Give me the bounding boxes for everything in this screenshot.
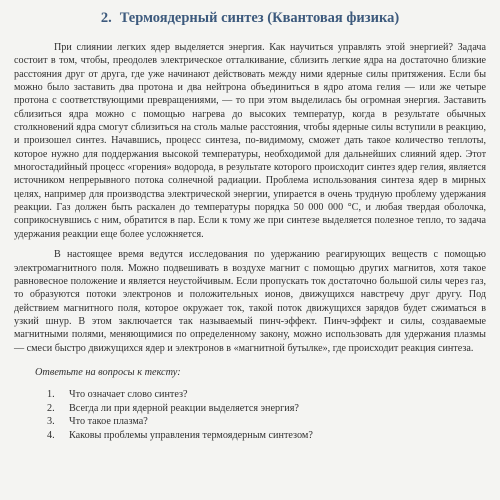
task-label: Ответьте на вопросы к тексту: [35,366,181,378]
question-item [14,402,486,416]
section-heading [14,9,486,27]
section-number: 2. [100,10,112,26]
paragraph-1: При слиянии легких ядер выделяется энергия. Как научиться управлять этой энергией? Задача состоит в том, чтобы, преодолев электрическое отталкивание, сблизить легкие ядра на достаточно близкие расстояния друг от друга, где уже начинают действовать между ними ядерные силы притяжения. Если бы можно было заставить два протона и два нейтрона объединиться в ядро атома гелия — или же четыре протона с соответствующими превращениями, — то при этом выделилась бы огромная энергия. Заставить сблизиться ядра можно с помощью нагрева до высоких температур, когда в результате обычных столкновений ядра смогут сблизиться на столь малые расстояния, чтобы ядерные силы вступили в реакцию, и произошел синтез. Начавшись, процесс синтеза, по-видимому, сможет дать такое количество теплоты, которое нужно для поддержания высокой температуры, необходимой для дальнейших слияний ядер. Этот многостадийный процесс «горения» водорода, в результате которого происходит синтез ядер гелия, является источником непрерывного потока солнечной радиации. Проблема использования синтеза ядер в мирных целях, например для производства электрической энергии, упирается в очень трудную проблему удержания реакции. Газ должен быть раскален до температуры порядка 50 000 000 °С, и любая твердая оболочка, соприкоснувшись с ним, обратится в пар. Если к тому же при синтезе выделяется полезное тепло, то задача удержания реакции еще более усложняется. [14,42,486,240]
question-number: 1. [47,388,55,400]
question-text: Что означает слово синтез? [69,388,188,400]
question-text: Всегда ли при ядерной реакции выделяется энергия? [69,402,299,414]
question-text: Что такое плазма? [69,416,148,428]
question-number: 2. [47,402,55,414]
paragraph-2: В настоящее время ведутся исследования по удержанию реагирующих веществ с помощью электромагнитного поля. Можно подвешивать в воздухе магнит с помощью других магнитов, хотя такое равновесное положение и является неустойчивым. Если пропускать ток достаточно большой силы через газ, то образуются потоки электронов и положительных ионов, движущихся навстречу друг другу. Под действием магнитного поля, которое окружает ток, такой поток движущихся зарядов будет сжиматься в узкий шнур. В этом заключается так называемый пинч-эффект. Пинч-эффект и силы, создаваемые магнитными полями, меняющимися по определенному закону, можно использовать для удержания плазмы — смеси быстро движущихся ядер и электронов в «магнитной бутылке», где происходит реакция синтеза. [14,249,486,354]
question-number: 3. [47,416,55,428]
question-item [14,388,486,402]
section-title: Термоядерный синтез (Квантовая физика) [119,10,400,26]
question-text: Каковы проблемы управления термоядерным синтезом? [69,429,313,441]
question-item [14,415,486,429]
question-item [14,429,486,443]
question-number: 4. [47,429,55,441]
question-list [14,388,486,442]
